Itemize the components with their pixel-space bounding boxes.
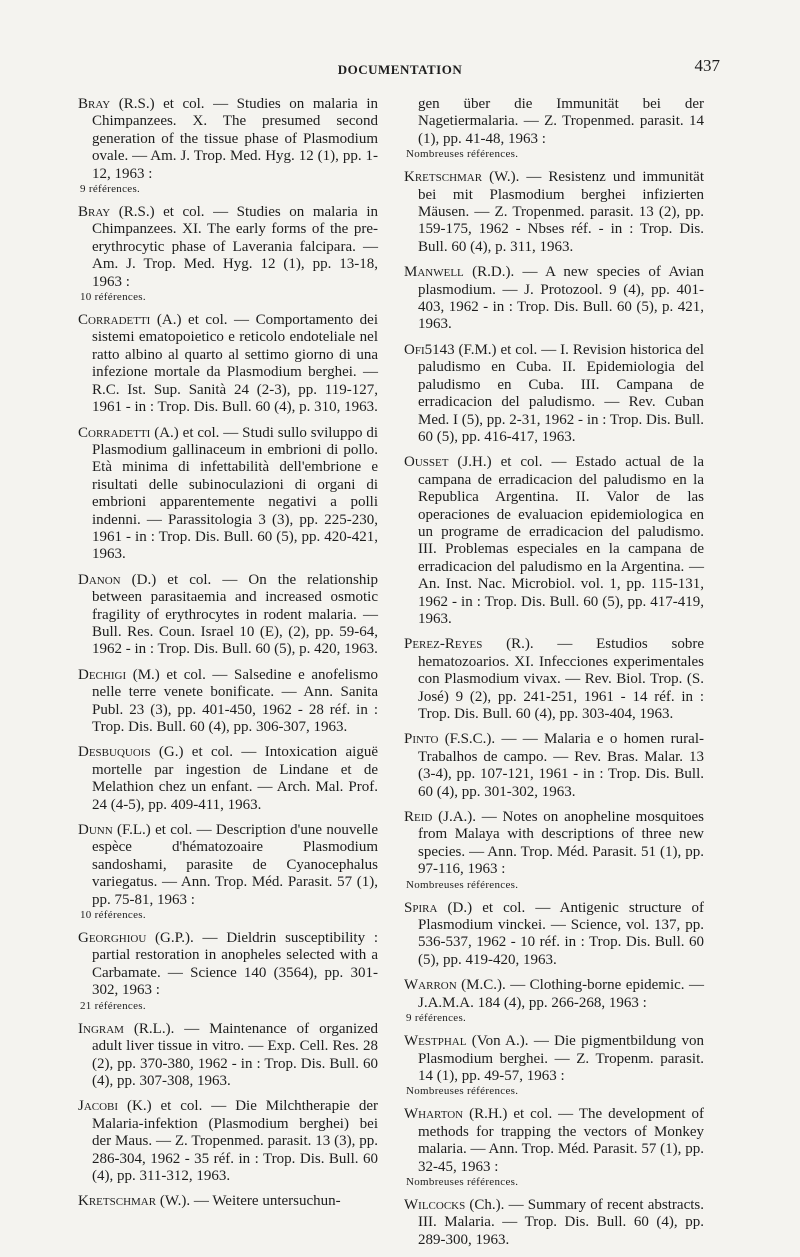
entry-author: Kretschmar <box>78 1193 157 1210</box>
entry-reference-count: Nombreuses références. <box>406 1085 519 1098</box>
entry-author: Wharton <box>404 1106 464 1123</box>
entry-citation: (G.) et col. — Intoxication aiguë mortelle par ingestion de Lindane et de Melathion chez un enfant. — Arch. Mal. Prof. 24 (4-5), pp. 409-411, 1963. <box>92 744 378 813</box>
entry-author: Perez-Reyes <box>404 636 483 653</box>
entry-author: Ofi5143 <box>404 341 455 358</box>
running-head: DOCUMENTATION <box>337 62 463 77</box>
entry-author: Corradetti <box>78 312 151 329</box>
entry-author: Corradetti <box>78 424 151 441</box>
entry-citation: (G.P.). — Dieldrin susceptibility : partial restoration in anopheles selected with a Carbamate. — Science 140 (3564), pp. 301-302, 1963 : <box>92 930 378 999</box>
bibliography-entry <box>78 1193 378 1210</box>
entry-citation: (R.S.) et col. — Studies on malaria in Chimpanzees. XI. The early forms of the pre-erythrocytic phase of Laverania falcipara. — Am. J. Trop. Med. Hyg. 12 (1), pp. 13-18, 1963 : <box>92 204 378 290</box>
entry-citation: (M.C.). — Clothing-borne epidemic. — J.A.M.A. 184 (4), pp. 266-268, 1963 : <box>418 977 704 1011</box>
bibliography-entry <box>78 572 378 659</box>
bibliography-entry <box>78 744 378 814</box>
bibliography-entry <box>404 731 704 801</box>
bibliography-entry <box>404 1106 704 1189</box>
bibliography-entry <box>404 809 704 892</box>
entry-author: Kretschmar <box>404 169 483 186</box>
entry-citation: (A.) et col. — Comportamento dei sistemi ematopoietico e reticolo endoteliale nel ratto albino al quarto al settimo giorno di una infezione mortale da Plasmodium berghei. — R.C. Ist. Sup. Sanità 24 (2-3), pp. 119-127, 1961 - in : Trop. Dis. Bull. 60 (4), p. 310, 1963. <box>92 312 378 416</box>
entry-author: Dunn <box>78 822 113 839</box>
bibliography-entry <box>78 930 378 1013</box>
entry-citation: (M.) et col. — Salsedine e anofelismo nelle terre venete bonificate. — Ann. Sanita Publ. 23 (3), pp. 401-450, 1962 - 28 réf. in : Trop. Dis. Bull. 60 (4), pp. 306-307, 1963. <box>92 666 378 735</box>
entry-reference-count: 9 références. <box>80 183 141 196</box>
bibliography-entry <box>404 169 704 256</box>
entry-author: Ousset <box>404 454 449 471</box>
page-header <box>80 56 720 82</box>
entry-author: Desbuquois <box>78 744 151 761</box>
entry-author: Danon <box>78 571 121 588</box>
entry-author: Ingram <box>78 1020 124 1037</box>
entry-citation: (F.L.) et col. — Description d'une nouvelle espèce d'hématozoaire Plasmodium sandoshami, parasite de Cyanocephalus variegatus. — Ann. Trop. Méd. Parasit. 57 (1), pp. 75-81, 1963 : <box>92 822 378 908</box>
entry-citation: (F.S.C.). — — Malaria e o homen rural-Trabalhos de campo. — Rev. Bras. Malar. 13 (3-4), pp. 107-121, 1961 - in : Trop. Dis. Bull. 60 (4), pp. 301-302, 1963. <box>418 731 704 800</box>
entry-author: Warron <box>404 977 457 994</box>
bibliography-entry <box>404 1197 704 1249</box>
bibliography-entry <box>78 96 378 196</box>
entry-citation: (R.). — Estudios sobre hematozoarios. XI. Infecciones experimentales con Plasmodium vivax. — Rev. Biol. Trop. (S. José) 9 (2), pp. 241-251, 1961 - 14 réf. in : Trop. Dis. Bull. 60 (4), pp. 303-404, 1963. <box>418 636 704 722</box>
bibliography-entry <box>404 900 704 970</box>
entry-citation: (R.H.) et col. — The development of methods for trapping the vectors of Monkey malaria. — Ann. Trop. Méd. Parasit. 57 (1), pp. 32-45, 1963 : <box>418 1106 704 1175</box>
entry-author: Pinto <box>404 731 439 748</box>
bibliography-entry <box>78 1098 378 1185</box>
entry-reference-count: Nombreuses références. <box>406 1175 519 1188</box>
bibliography-entry <box>78 667 378 737</box>
entry-author: Reid <box>404 809 433 826</box>
bibliography-entry <box>404 1033 704 1098</box>
entry-author: Jacobi <box>78 1098 119 1115</box>
entry-reference-count: 9 références. <box>406 1012 467 1025</box>
bibliography-entry <box>78 1021 378 1091</box>
entry-citation: (Ch.). — Summary of recent abstracts. III. Malaria. — Trop. Dis. Bull. 60 (4), pp. 289-300, 1963. <box>418 1196 704 1248</box>
entry-author: Georghiou <box>78 930 147 947</box>
entry-citation: (D.) et col. — Antigenic structure of Plasmodium vinckei. — Science, vol. 137, pp. 536-537, 1962 - 10 réf. in : Trop. Dis. Bull. 60 (5), pp. 419-420, 1963. <box>418 899 704 968</box>
entry-reference-count: Nombreuses références. <box>406 878 519 891</box>
entry-reference-count: Nombreuses références. <box>406 148 519 161</box>
entry-citation: (R.L.). — Maintenance of organized adult liver tissue in vitro. — Exp. Cell. Res. 28 (2), pp. 370-380, 1962 - in : Trop. Dis. Bull. 60 (4), pp. 307-308, 1963. <box>92 1020 378 1089</box>
entry-author: Wilcocks <box>404 1196 466 1213</box>
left-column <box>78 96 378 1219</box>
entry-author: Dechigi <box>78 666 127 683</box>
entry-reference-count: 21 références. <box>80 999 146 1012</box>
entry-author: Westphal <box>404 1033 467 1050</box>
entry-citation: (J.A.). — Notes on anopheline mosquitoes from Malaya with descriptions of three new species. — Ann. Trop. Méd. Parasit. 51 (1), pp. 97-116, 1963 : <box>418 809 704 878</box>
bibliography-entry <box>404 264 704 334</box>
entry-citation: (R.S.) et col. — Studies on malaria in Chimpanzees. X. The presumed second generation of the tissue phase of Plasmodium ovale. — Am. J. Trop. Med. Hyg. 12 (1), pp. 1-12, 1963 : <box>92 96 378 182</box>
bibliography-entry <box>404 977 704 1025</box>
entry-citation: (R.D.). — A new species of Avian plasmodium. — J. Protozool. 9 (4), pp. 401-403, 1962 - in : Trop. Dis. Bull. 60 (5), p. 421, 1963. <box>418 264 704 333</box>
bibliography-entry <box>404 636 704 723</box>
entry-citation: gen über die Immunität bei der Nagetiermalaria. — Z. Tropenmed. parasit. 14 (1), pp. 41-48, 1963 : <box>418 96 704 147</box>
entry-author: Spira <box>404 899 438 916</box>
entry-author: Bray <box>78 204 111 221</box>
entry-author: Manwell <box>404 264 464 281</box>
entry-citation: (K.) et col. — Die Milchtherapie der Malaria-infektion (Plasmodium berghei) bei der Maus. — Z. Tropenmed. parasit. 13 (3), pp. 286-304, 1962 - 35 réf. in : Trop. Dis. Bull. 60 (4), pp. 311-312, 1963. <box>92 1098 378 1184</box>
bibliography-entry <box>78 204 378 304</box>
entry-citation: (W.). — Resistenz und immunität bei mit Plasmodium berghei infizierten Mäusen. — Z. Tropenmed. parasit. 13 (2), pp. 159-175, 1962 - Nbses réf. - in : Trop. Dis. Bull. 60 (4), p. 311, 1963. <box>418 169 704 255</box>
entry-reference-count: 10 références. <box>80 909 146 922</box>
bibliography-entry <box>78 425 378 564</box>
bibliography-entry <box>404 96 704 161</box>
entry-citation: (Von A.). — Die pigmentbildung von Plasmodium berghei. — Z. Tropenm. parasit. 14 (1), pp. 49-57, 1963 : <box>418 1033 704 1084</box>
entry-citation: (W.). — Weitere untersuchun- <box>156 1193 341 1210</box>
entry-citation: (A.) et col. — Studi sullo sviluppo di Plasmodium gallinaceum in embrioni di pollo. Età minima di infettabilità dell'embrione e risultati delle subinoculazioni di organi di embrioni apparentemente negativi a polli indenni. — Parassitologia 3 (3), pp. 225-230, 1961 - in : Trop. Dis. Bull. 60 (5), pp. 420-421, 1963. <box>92 424 378 563</box>
bibliography-entry <box>404 342 704 446</box>
entry-citation: (J.H.) et col. — Estado actual de la campana de erradicacion del paludismo en la Republica Argentina. II. Valor de las operaciones de evaluacion epidemiologica en un programe de erradicacion del paludismo. III. Problemas especiales en la campana de erradicacion del paludismo en la Argentina. — An. Inst. Nac. Microbiol. vol. 1, pp. 115-131, 1962 - in : Trop. Dis. Bull. 60 (5), pp. 417-419, 1963. <box>418 454 704 627</box>
page-number: 437 <box>694 56 720 75</box>
bibliography-entry <box>78 822 378 922</box>
entry-citation: (D.) et col. — On the relationship between parasitaemia and increased osmotic fragility of erythrocytes in rodent malaria. — Bull. Res. Coun. Israel 10 (E), (2), pp. 59-64, 1962 - in : Trop. Dis. Bull. 60 (5), p. 420, 1963. <box>92 571 378 658</box>
entry-reference-count: 10 références. <box>80 291 146 304</box>
entry-author: Bray <box>78 96 111 112</box>
bibliography-entry <box>404 454 704 628</box>
right-column <box>404 96 704 1257</box>
entry-citation: (F.M.) et col. — I. Revision historica del paludismo en Cuba. II. Epidemiologia del paludismo en Cuba. III. Campana de erradicacion del paludismo. — Rev. Cuban Med. I (5), pp. 2-31, 1962 - in : Trop. Dis. Bull. 60 (5), pp. 416-417, 1963. <box>418 341 704 445</box>
bibliography-entry <box>78 312 378 416</box>
